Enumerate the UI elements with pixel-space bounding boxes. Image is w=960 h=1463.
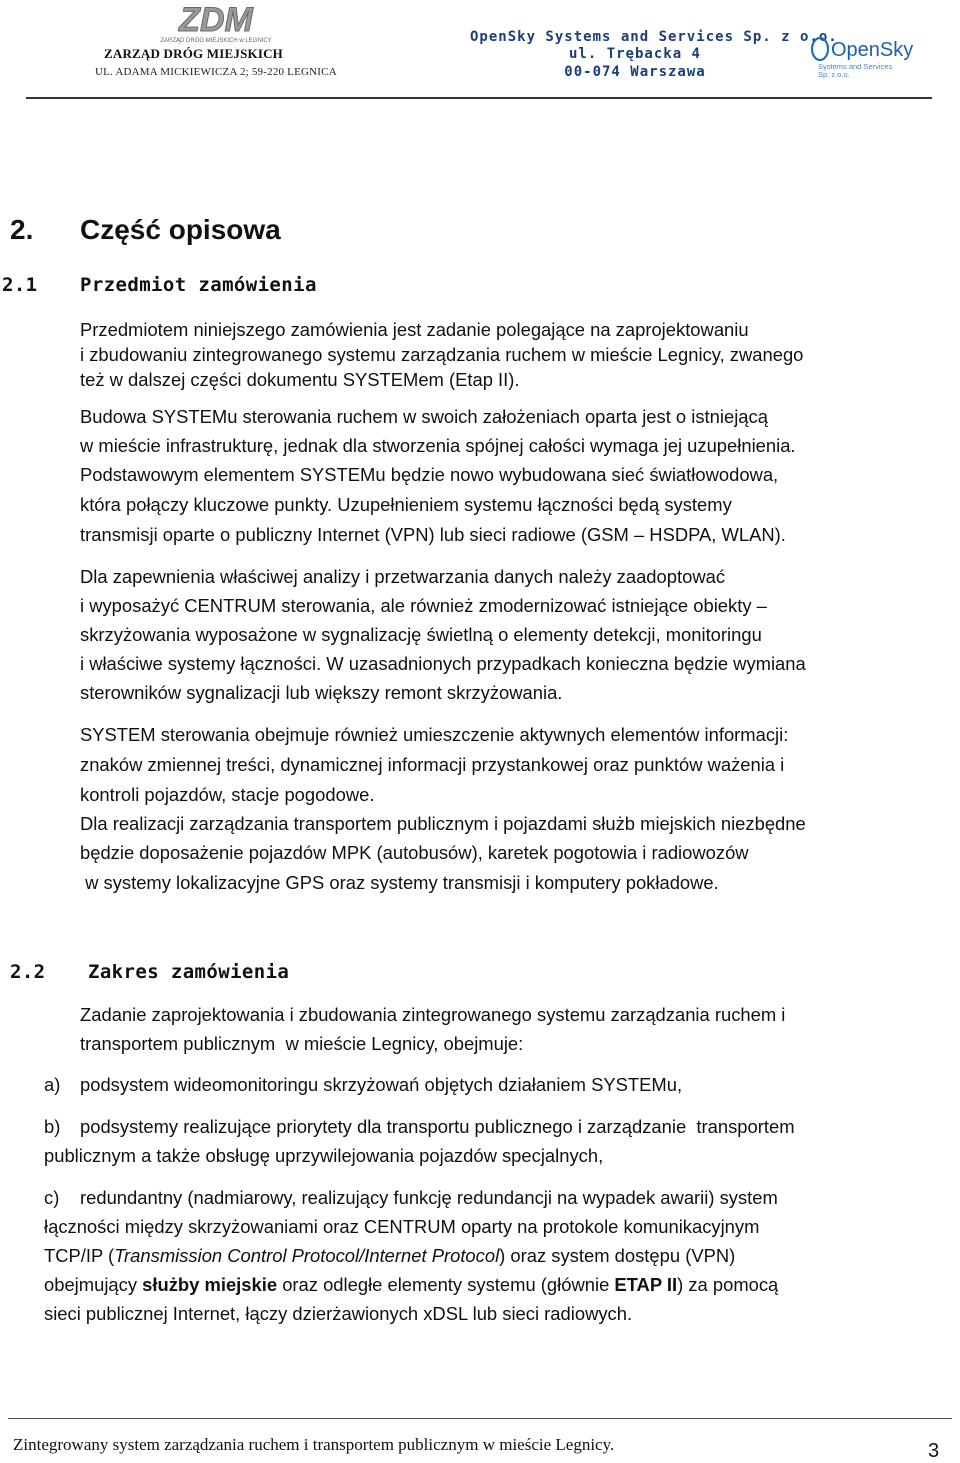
list-item-text — [44, 1274, 778, 1296]
paragraph-line: i zbudowaniu zintegrowanego systemu zarządzania ruchem w mieście Legnicy, zwanego — [80, 344, 804, 365]
opensky-logo — [810, 32, 914, 80]
paragraph-line: też w dalszej części dokumentu SYSTEMem (Etap II). — [80, 369, 520, 390]
list-item-marker: a) — [44, 1074, 61, 1095]
paragraph-line: Dla realizacji zarządzania transportem publicznym i pojazdami służb miejskich niezbędne — [80, 813, 806, 834]
section-title: Część opisowa — [80, 214, 281, 245]
paragraph-line: która połączy kluczowe punkty. Uzupełnieniem systemu łączności będą systemy — [80, 494, 732, 515]
paragraph-line: transmisji oparte o publiczny Internet (VPN) lub sieci radiowe (GSM – HSDPA, WLAN). — [80, 524, 786, 545]
text-run: TCP/IP ( — [44, 1245, 115, 1266]
text-run: obejmujący — [44, 1274, 143, 1295]
paragraph-line: i wyposażyć CENTRUM sterowania, ale również zmodernizować istniejące obiekty – — [80, 595, 767, 616]
opensky-logo-subtext-2: Sp. z o.o. — [818, 70, 850, 79]
paragraph-line: w systemy lokalizacyjne GPS oraz systemy transmisji i komputery pokładowe. — [80, 872, 719, 893]
section-2-2-heading — [10, 961, 289, 983]
text-run: ) oraz system dostępu (VPN) — [499, 1245, 736, 1266]
section-title: Przedmiot zamówienia — [80, 274, 317, 296]
zdm-logo-subtext: ZARZĄD DRÓG MIEJSKICH w LEGNICY — [160, 38, 272, 44]
text-run: oraz odległe elementy systemu (głównie — [277, 1274, 615, 1295]
list-item-text: redundantny (nadmiarowy, realizujący funkcję redundancji na wypadek awarii) system — [80, 1187, 778, 1208]
paragraph-line: skrzyżowania wyposażone w sygnalizację świetlną o elementy detekcji, monitoringu — [80, 624, 762, 645]
footer-text: Zintegrowany system zarządzania ruchem i transportem publicznym w mieście Legnicy. — [13, 1435, 615, 1454]
list-item-text: łączności między skrzyżowaniami oraz CENTRUM oparty na protokole komunikacyjnym — [44, 1216, 760, 1237]
section-title: Zakres zamówienia — [88, 961, 290, 983]
paragraph-line: transportem publicznym w mieście Legnicy, obejmuje: — [80, 1033, 524, 1054]
section-number: 2.1 — [2, 274, 38, 296]
zdm-address: UL. ADAMA MICKIEWICZA 2; 59-220 LEGNICA — [95, 66, 337, 78]
opensky-logo-subtext-1: Systems and Services — [818, 62, 893, 71]
zdm-logo-text: ZDM — [179, 1, 253, 39]
list-item-text: podsystemy realizujące priorytety dla transportu publicznego i zarządzanie transportem — [80, 1116, 795, 1137]
emphasis-etap-ii: ETAP II — [614, 1274, 678, 1295]
paragraph-line: SYSTEM sterowania obejmuje również umieszczenie aktywnych elementów informacji: — [80, 724, 789, 745]
opensky-logo-text: OpenSky — [831, 39, 914, 61]
paragraph-line: Dla zapewnienia właściwej analizy i przetwarzania danych należy zaadoptować — [80, 566, 726, 587]
list-item-marker: c) — [44, 1187, 60, 1208]
zdm-logo — [140, 1, 292, 44]
paragraph-line: znaków zmiennej treści, dynamicznej informacji przystankowej oraz punktów ważenia i — [80, 754, 785, 775]
section-2-1-heading — [2, 274, 317, 296]
zdm-name: ZARZĄD DRÓG MIEJSKICH — [104, 46, 283, 61]
text-run: ) za pomocą — [677, 1274, 779, 1295]
page-number: 3 — [928, 1440, 940, 1462]
paragraph-line: i właściwe systemy łączności. W uzasadnionych przypadkach konieczna będzie wymiana — [80, 653, 806, 674]
list-item-text: publicznym a także obsługę uprzywilejowania pojazdów specjalnych, — [44, 1145, 604, 1166]
paragraph-line: kontroli pojazdów, stacje pogodowe. — [80, 784, 375, 805]
section-2-heading — [10, 214, 281, 246]
section-number: 2.2 — [10, 961, 46, 983]
list-item-marker: b) — [44, 1116, 61, 1137]
paragraph-line: Podstawowym elementem SYSTEMu będzie nowo wybudowana sieć światłowodowa, — [80, 464, 779, 485]
header-divider — [26, 97, 932, 99]
list-item-text: sieci publicznej Internet, łączy dzierżawionych xDSL lub sieci radiowych. — [44, 1303, 633, 1324]
protocol-name: Transmission Control Protocol/Internet Protocol — [114, 1245, 500, 1266]
company-city: 00-074 Warszawa — [564, 64, 706, 80]
list-item-text: podsystem wideomonitoringu skrzyżowań objętych działaniem SYSTEMu, — [80, 1074, 683, 1095]
emphasis-municipal-services: służby miejskie — [142, 1274, 278, 1295]
company-street: ul. Trębacka 4 — [568, 46, 701, 62]
paragraph-line: będzie doposażenie pojazdów MPK (autobusów), karetek pogotowia i radiowozów — [80, 842, 749, 863]
company-name: OpenSky Systems and Services Sp. z o.o. — [470, 29, 838, 45]
paragraph-line: Przedmiotem niniejszego zamówienia jest zadanie polegające na zaprojektowaniu — [80, 319, 749, 340]
paragraph-line: w mieście infrastrukturę, jednak dla stworzenia spójnej całości wymaga jej uzupełnienia. — [80, 435, 796, 456]
section-number: 2. — [10, 214, 34, 245]
list-item-text — [44, 1245, 735, 1267]
paragraph-line: Zadanie zaprojektowania i zbudowania zintegrowanego systemu zarządzania ruchem i — [80, 1004, 786, 1025]
paragraph-line: sterowników sygnalizacji lub większy remont skrzyżowania. — [80, 682, 563, 703]
footer-divider — [8, 1418, 952, 1419]
paragraph-line: Budowa SYSTEMu sterowania ruchem w swoich założeniach oparta jest o istniejącą — [80, 406, 768, 427]
